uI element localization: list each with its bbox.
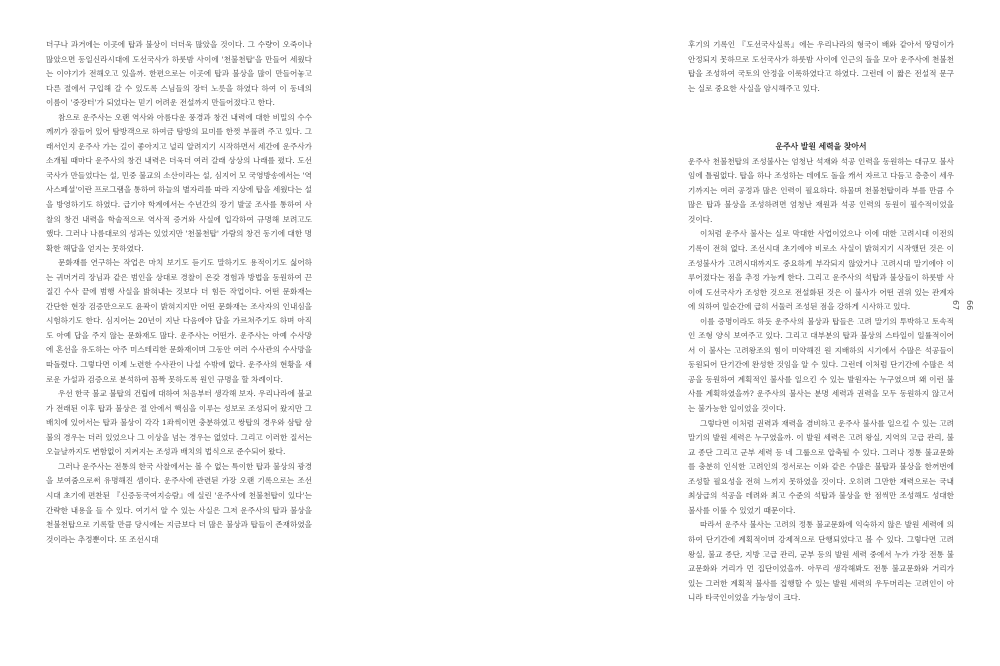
- page-number-left: 66: [965, 300, 974, 311]
- right-paragraph: 그렇다면 이처럼 권력과 재력을 겸비하고 운주사 불사를 일으킬 수 있는 고려 말기의 발원 세력은 누구였을까. 이 발원 세력은 고려 왕실, 지역의 고급 관리, 불교 종단 그리고 군부 세력 등 네 그룹으로 압축될 수 있다. 그러나 정통 불교문화를 충분히 인식한 고려인의 정서로는 이와 같은 수많은 불탑과 불상을 한꺼번에 조성할 필요성을 전혀 느끼지 못하였을 것이다. 오히려 그만한 재력으로는 국내 최상급의 석공을 데려와 최고 수준의 석탑과 불상을 한 점씩만 조성해도 성대한 불사를 이룰 수 있었기 때문이다.: [688, 418, 954, 515]
- right-paragraph: 이처럼 운주사 불사는 실로 막대한 사업이었으나 이에 대한 고려시대 이전의 기록이 전혀 없다. 조선시대 초기에야 비로소 사실이 밝혀지기 시작했던 것은 이 조성불사가 고려시대까지도 중요하게 부각되지 않았거나 고려시대 말기에야 이루어졌다는 점을 추정 가능케 한다. 그리고 운주사의 석탑과 불상들이 하룻밤 사이에 도선국사가 조성한 것으로 전설화된 것은 이 불사가 어떤 권위 있는 관계자에 의하여 일순간에 급히 서둘러 조성된 점을 강하게 시사하고 있다.: [688, 229, 954, 312]
- right-page: [688, 38, 954, 606]
- left-paragraph: 우선 한국 불교 불탑의 건립에 대하여 처음부터 생각해 보자. 우리나라에 불교가 전래된 이후 탑과 불상은 절 안에서 핵심을 이루는 성보로 조성되어 왔지만 그 배치에 있어서는 탑과 불상이 각각 1좌씩이면 충분하였고 쌍탑의 경우와 삼탑 삼불의 경우는 더러 있었으나 그 이상을 넘는 경우는 없었다. 그리고 이러한 질서는 오늘날까지도 변함없이 지켜지는 조성과 배치의 법식으로 준수되어 왔다.: [46, 389, 312, 457]
- left-paragraph: 그러나 운주사는 전통의 한국 사찰에서는 볼 수 없는 특이한 탑과 불상의 광경을 보여줌으로써 유명해진 셈이다. 운주사에 관련된 가장 오랜 기록으로는 조선시대 초기에 편찬된 『신증동국여지승람』에 실린 '운주사에 천불천탑이 있다'는 간략한 내용을 들 수 있다. 여기서 알 수 있는 사실은 그저 운주사의 탑과 불상을 천불천탑으로 기록할 만큼 당시에는 지금보다 더 많은 불상과 탑들이 존재하였을 것이라는 추정뿐이다. 또 조선시대: [46, 461, 312, 544]
- right-paragraph: 운주사 천불천탑의 조성불사는 엄청난 석재와 석공 인력을 동원하는 대규모 불사임에 틀림없다. 탑을 하나 조성하는 데에도 돌을 캐서 자르고 다듬고 층층이 세우기까지는 여러 공정과 많은 인력이 필요하다. 하물며 천불천탑이라 부를 만큼 수많은 탑과 불상을 조성하려면 엄청난 재원과 석공 인력의 동원이 필수적이었을 것이다.: [688, 156, 954, 224]
- left-paragraph: 더구나 과거에는 이곳에 탑과 불상이 더더욱 많았을 것이다. 그 수량이 오죽이나 많았으면 동일신라시대에 도선국사가 하룻밤 사이에 '천불천탑'을 만들어 세웠다는 이야기가 전해오고 있을까. 한편으로는 이곳에 탑과 불상을 많이 만들어놓고 다른 절에서 구입해 갈 수 있도록 스님들의 장터 노릇을 하였다 하여 이 동네의 이름이 '중장터'가 되었다는 믿기 어려운 전설까지 만들어졌다고 한다.: [46, 40, 312, 108]
- left-page: [46, 38, 312, 547]
- right-paragraph: 따라서 운주사 불사는 고려의 정통 불교문화에 익숙하지 않은 발원 세력에 의하여 단기간에 계획적이며 강제적으로 단행되었다고 볼 수 있다. 그렇다면 고려 왕실, 불교 종단, 지방 고급 관리, 군부 등의 발원 세력 중에서 누가 가장 전통 불교문화와 거리가 먼 집단이었을까. 아무리 생각해봐도 전통 불교문화와 거리가 있는 그러한 계획적 불사를 집행할 수 있는 발원 세력의 우두머리는 고려인이 아니라 타국인이었을 가능성이 크다.: [688, 520, 954, 603]
- right-paragraph: 이를 증명이라도 하듯 운주사의 불상과 탑들은 고려 말기의 투박하고 토속적인 조형 양식 보여주고 있다. 그리고 대부분의 탑과 불상의 스타일이 일률적이어서 이 불사는 고려왕조의 힘이 미약해진 원 지배하의 시기에서 수많은 석공들이 동원되어 단기간에 완성한 것임을 알 수 있다. 그런데 이처럼 단기간에 수많은 석공을 동원하여 계획적인 불사를 일으킨 수 있는 발원자는 누구였으며 왜 이런 불사를 계획하였을까? 운주사의 불사는 분명 세력과 권력을 모두 동원하지 않고서는 불가능한 일이었을 것이다.: [688, 316, 954, 414]
- page-numbers: [951, 300, 976, 311]
- left-paragraph: 문화재를 연구하는 작업은 마치 보기도 듣기도 말하기도 용적이기도 싫어하는 귀머거리 장님과 같은 범인을 상대로 경찰이 온갖 경험과 방법을 동원하여 끈질긴 수사 끝에 범행 사실을 밝혀내는 것보다 더 힘든 작업이다. 어떤 문화재는 간단한 현장 검증만으로도 윤곽이 밝혀지지만 어떤 문화재는 조사자의 인내심을 시험하기도 한다. 심지어는 20년이 지난 다음에야 답을 가르쳐주기도 하며 아직도 아예 답을 주지 않는 문화재도 많다. 운주사는 어떤가. 운주사는 아예 수사망에 혼선을 유도하는 아주 미스테리한 문화재이며 그동안 여러 수사관의 수사망을 따돌렸다. 그렇다면 이제 노련한 수사관이 나설 수밖에 없다. 운주사의 현황을 새로운 가설과 검증으로 분석하여 꼼짝 못하도록 원인 규명을 할 차례이다.: [46, 258, 312, 384]
- right-intro-paragraph: 후기의 기록인 『도선국사실록』에는 우리나라의 형국이 배와 같아서 땅덩이가 안정되지 못하므로 도선국사가 하룻밤 사이에 인근의 돌을 모아 운주사에 천불천탑을 조성하여 국토의 안정을 이룩하였다고 하였다. 그런데 이 짧은 전설적 문구는 실로 중요한 사실을 암시해주고 있다.: [688, 40, 954, 93]
- section-title: 운주사 발원 세력을 찾아서: [775, 142, 867, 152]
- left-paragraph: 참으로 운주사는 오랜 역사와 아름다운 풍경과 창건 내력에 대한 비밀의 수수께끼가 잠들어 있어 탐방객으로 하여금 탐방의 묘미를 한껏 부풀려 주고 있다. 그래서인지 운주사 가는 길이 좋아지고 널리 알려지기 시작하면서 세간에 운주사가 소개될 때마다 운주사의 창건 내력은 더욱더 여러 갈래 상상의 나래를 폈다. 도선국사가 만들었다는 설, 민중 불교의 소산이라는 설, 심지어 모 국영방송에서는 '역사스페셜'이란 프로그램을 통하여 하늘의 별자리를 따라 지상에 탑을 세웠다는 설을 방영하기도 하였다. 급기야 학계에서는 수년간의 장기 발굴 조사를 통하여 사찰의 창건 내력을 학술적으로 역사적 증거와 사실에 입각하여 규명해 보려고도 했다. 그러나 나름대로의 성과는 있었지만 '천불천탑' 가람의 창건 동기에 대한 명확한 해답을 얻지는 못하였다.: [46, 112, 312, 253]
- page-number-right: 67: [951, 300, 960, 311]
